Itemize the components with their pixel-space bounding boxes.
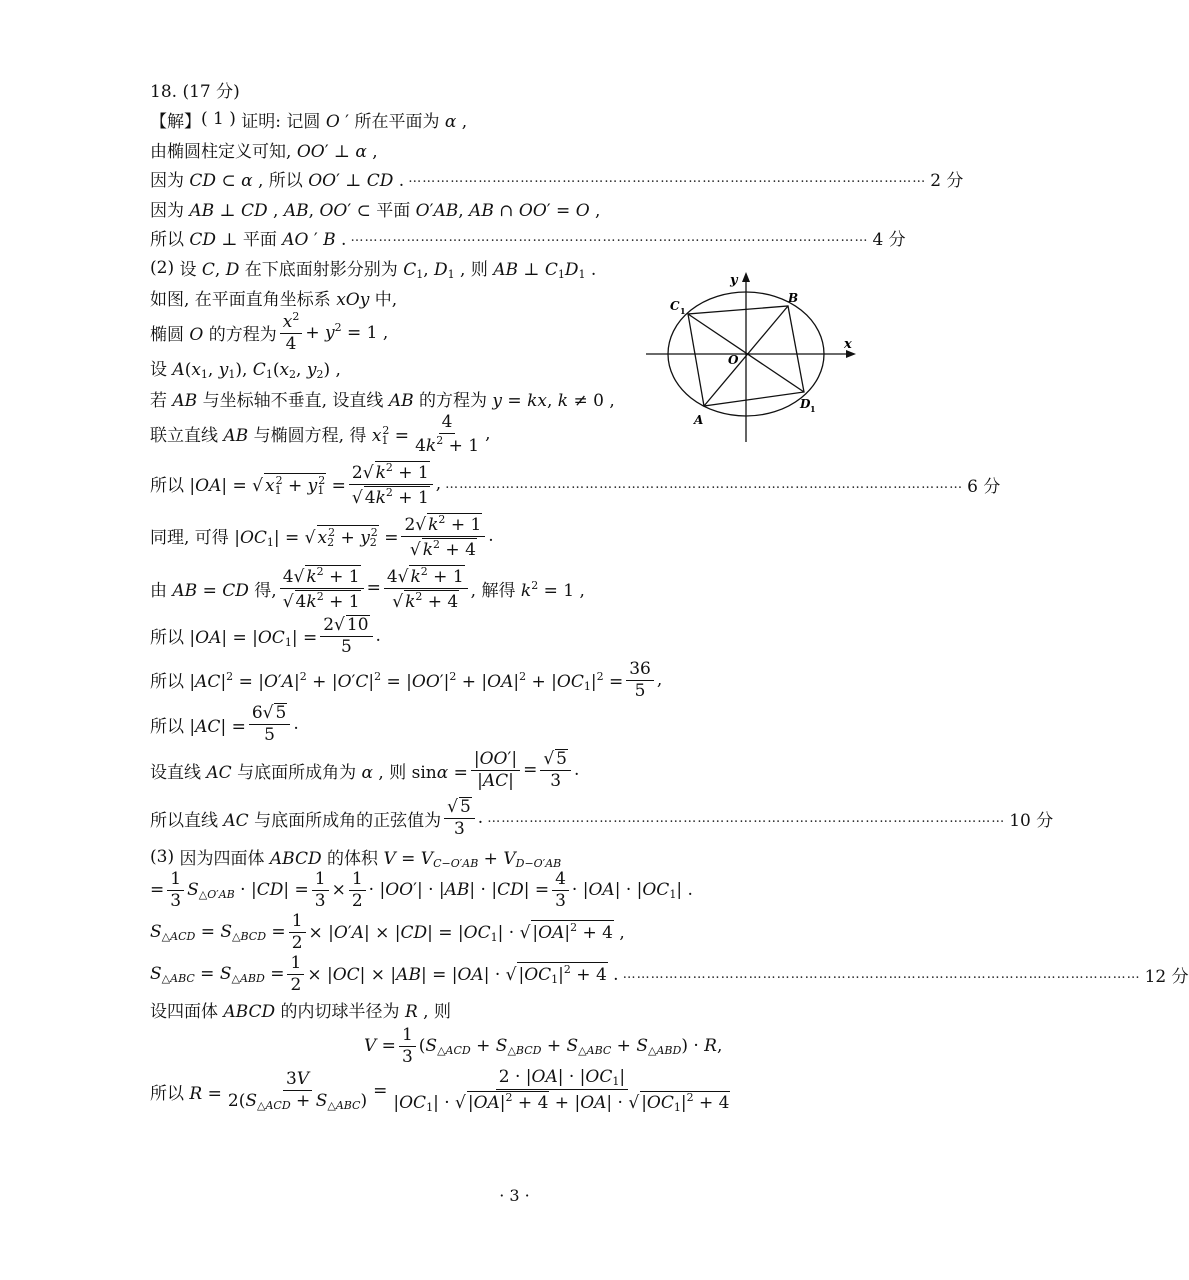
solution-line-7: 如图, 在平面直角坐标系 xOy 中, <box>150 289 398 310</box>
solution-line-25: V = $\frac{1}{3}$ $(S_{\triangle ACD} + S_{\triangle BCD} + S_{\triangle ABC} + S_{\triangle ABD}) \cdot R$, <box>364 1024 723 1067</box>
solution-line-1: 【解】 ( 1 ) 证明: 记圆 O ′ 所在平面为 α , <box>150 104 467 134</box>
point-a-label: A <box>694 413 704 427</box>
solution-line-10: 若 AB 与坐标轴不垂直, 设直线 AB 的方程为 y = kx, k ≠ 0 , <box>150 390 615 411</box>
solution-line-22: $S_{\triangle ACD} = S_{\triangle BCD}$ = $\frac{1}{2}$ × $|O'A| \times |CD| = |OC_1|$ · √ $|OA|^2 + 4$ , <box>150 910 625 953</box>
problem-header <box>150 74 240 104</box>
problem-number: 18. (17 分) <box>150 81 240 102</box>
y-axis-arrow-icon <box>742 272 750 282</box>
solution-line-4: 因为 AB ⊥ CD , AB, OO′ ⊂ 平面 O′AB, AB ∩ OO′ = O , <box>150 200 601 221</box>
score-12: 12 分 <box>1144 966 1189 987</box>
score-2: 2 分 <box>930 170 964 191</box>
solution-line-8: 椭圆 O 的方程为 $\frac{x^2}{4}$ + $y^2 = 1$ , <box>150 309 389 354</box>
solution-line-24: 设四面体 ABCD 的内切球半径为 R , 则 <box>150 1001 451 1022</box>
solution-line-23: $S_{\triangle ABC} = S_{\triangle ABD}$ = $\frac{1}{2}$ × |OC| × |AB| = |OA| · √ $|OC_1|^2 + 4$ . ………………………………………………………………………………………………… 12 分 <box>150 952 1189 995</box>
point-o-label: O <box>728 353 739 367</box>
solution-line-5: 所以 CD ⊥ 平面 AO ′ B . ………………………………………………………………………………………………… 4 分 <box>150 222 877 252</box>
solution-line-11: 联立直线 AB 与椭圆方程, 得 $x_1^2$ = $\frac{4}{4k^2 + 1}$ , <box>150 411 491 456</box>
point-d1-label: D <box>800 397 811 411</box>
solution-line-9: 设 $A(x_1$, $y_1$), $C_1(x_2$, $y_2$) , <box>150 360 341 381</box>
solution-line-21: = $\frac{1}{3}$ $S_{\triangle O'AB} \cdot |CD|$ = $\frac{1}{3}$ × $\frac{1}{2}$ · |OO′| · |AB| · |CD| = $\frac{4}{3}$ · $|OA| \cdot |OC_1|$ . <box>150 868 693 911</box>
ellipse-coordinate-figure <box>640 268 870 448</box>
solution-line-17: 所以 |AC| = $\frac{6√ 5}{5}$ . <box>150 703 299 745</box>
solution-line-6: (2) 设 C, D 在下底面射影分别为 $C_1$, $D_1$ , 则 AB ⊥ $C_1D_1$ . <box>150 258 597 281</box>
solution-label: 【解】 <box>150 111 201 132</box>
solution-line-2: 由椭圆柱定义可知, OO′ ⊥ α , <box>150 141 378 162</box>
solution-line-12: 所以 |OA| = √ $x_1^2 + y_1^2$ = $\frac{2√ k^2 + 1}{√ 4k^2 + 1}$ , ………………………………………………………………………………………………… 6 分 <box>150 460 1001 508</box>
solution-line-14: 由 AB = CD 得, $\frac{4√ k^2 + 1}{√ 4k^2 + 1}$ = $\frac{4√ k^2 + 1}{√ k^2 + 4}$ , 解得 $k^2 = 1$ , <box>150 564 585 612</box>
point-b-label: B <box>788 291 799 305</box>
part-1-label: ( 1 ) <box>201 109 236 129</box>
solution-line-13: 同理, 可得 $|OC_1|$ = √ $x_2^2 + y_2^2$ = $\frac{2√ k^2 + 1}{√ k^2 + 4}$ . <box>150 512 494 560</box>
point-c1-subscript: 1 <box>680 306 686 316</box>
part-3-label: (3) <box>150 847 175 867</box>
score-6: 6 分 <box>967 476 1001 497</box>
solution-line-26: 所以 R = $\frac{3V}{2(S_{\triangle ACD} + S_{\triangle ABC})}$ = $\frac{2 \cdot |OA| \cdot |OC_1|}{|OC_1| \cdot √ |OA|^2 + 4 + |OA| \cdot √ |OC_1|^2 + 4}$ <box>150 1066 730 1114</box>
solution-line-3: 因为 CD ⊂ α , 所以 OO′ ⊥ CD . ………………………………………………………………………………………………… 2 分 <box>150 163 877 193</box>
axis-y-label: y <box>730 273 738 288</box>
score-4: 4 分 <box>872 229 906 250</box>
point-d1-subscript: 1 <box>810 404 816 414</box>
page-number: · 3 · <box>499 1186 530 1205</box>
solution-line-16: 所以 $|AC|^2 = |O'A|^2 + |O'C|^2 = |OO'|^2 + |OA|^2 + |OC_1|^2$ = $\frac{36}{5}$ , <box>150 658 663 701</box>
point-c1-label: C <box>670 299 680 313</box>
solution-line-19: 所以直线 AC 与底面所成角的正弦值为 $\frac{√ 5}{3}$ . ………………………………………………………………………………………………… 10 分 <box>150 797 1054 839</box>
figure-lines <box>646 272 856 442</box>
solution-line-20: (3) 因为四面体 ABCD 的体积 $V = V_{C-O'AB} + V_{D-O'AB}$ <box>150 847 562 870</box>
part-2-label: (2) <box>150 258 175 278</box>
solution-line-15: 所以 $|OA| = |OC_1|$ = $\frac{2√ 10}{5}$ . <box>150 615 381 657</box>
solution-line-18: 设直线 AC 与底面所成角为 α , 则 sinα = $\frac{|OO'|}{|AC|}$ = $\frac{√ 5}{3}$ . <box>150 748 580 791</box>
score-10: 10 分 <box>1009 810 1054 831</box>
axis-x-label: x <box>844 337 852 352</box>
